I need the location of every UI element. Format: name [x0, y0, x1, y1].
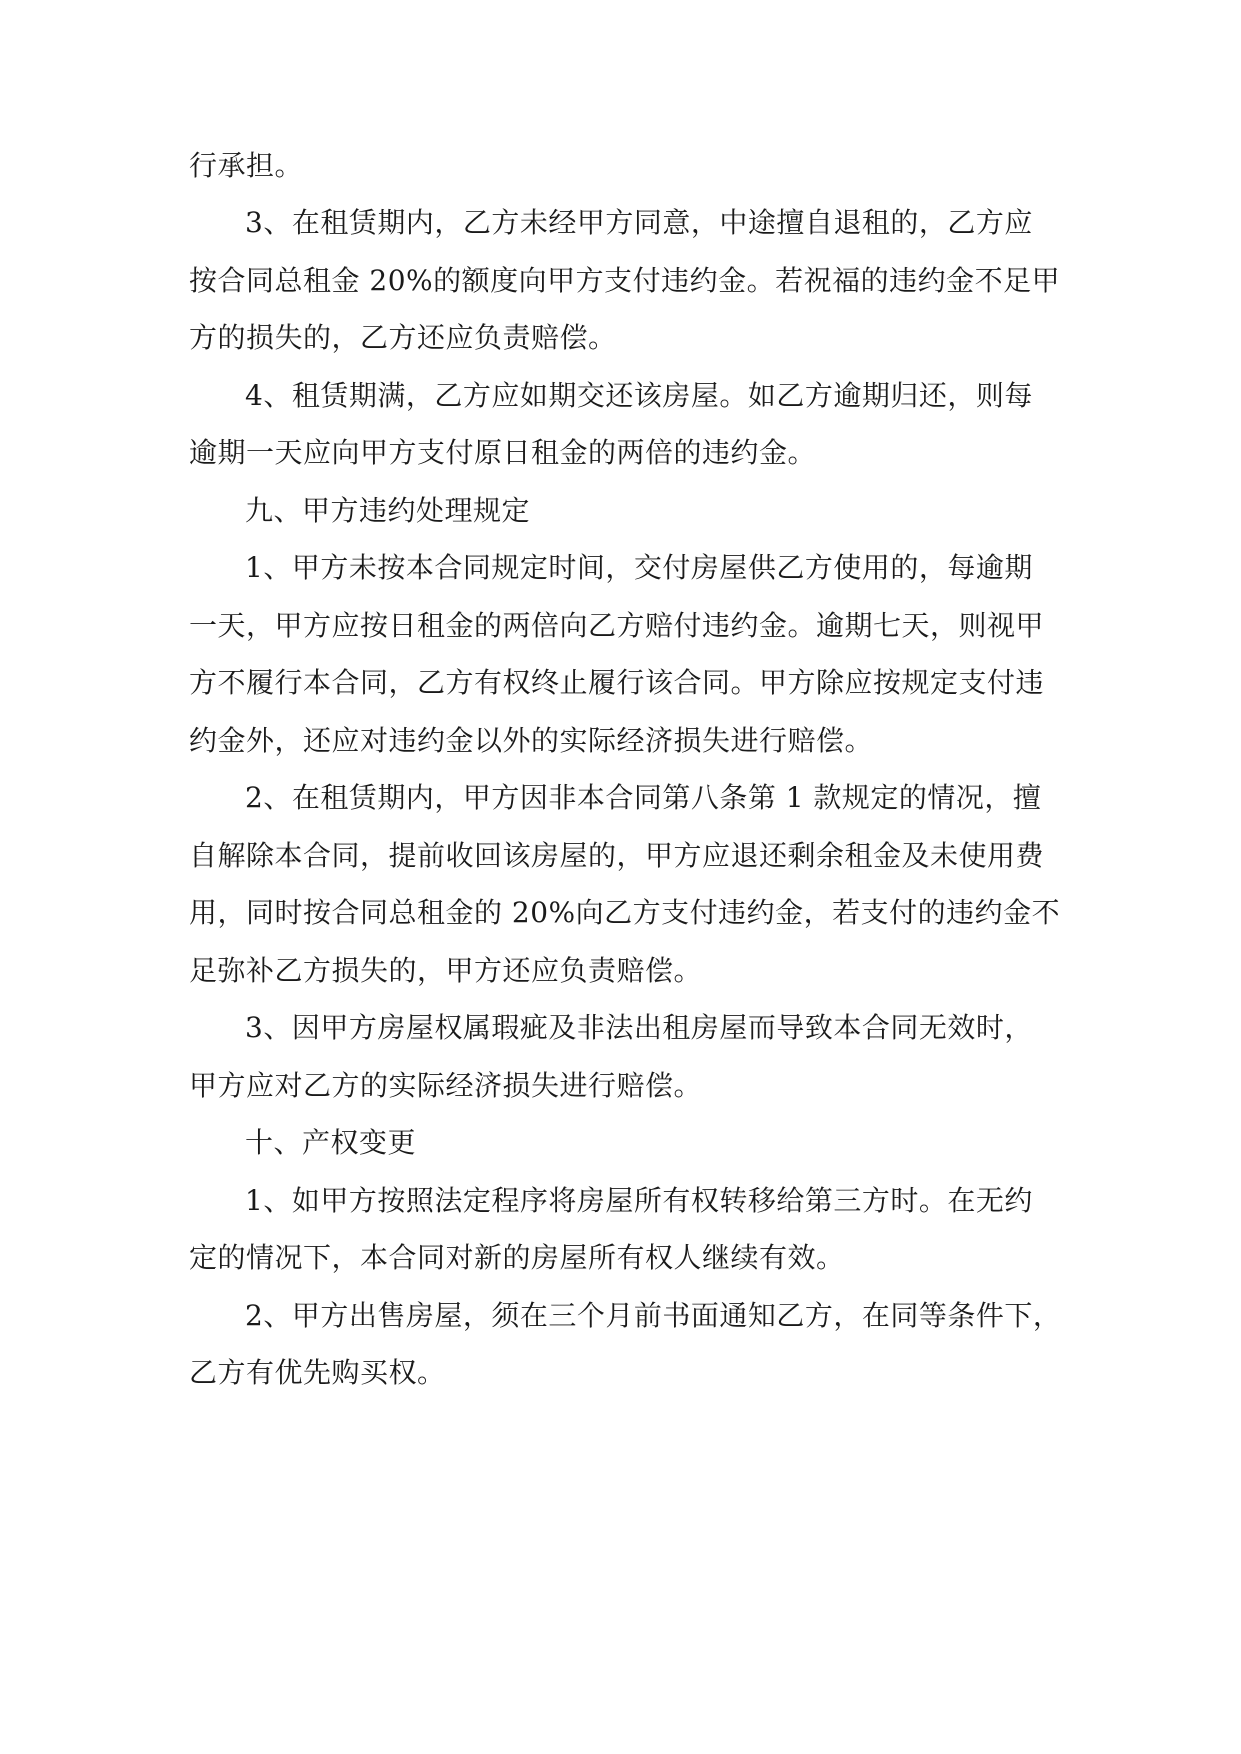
text-line: 自解除本合同，提前收回该房屋的，甲方应退还剩余租金及未使用费	[189, 839, 1045, 872]
text-line: 3、因甲方房屋权属瑕疵及非法出租房屋而导致本合同无效时，	[245, 1011, 1033, 1044]
text-line: 2、在租赁期内，甲方因非本合同第八条第 1 款规定的情况，擅	[245, 781, 1042, 814]
text-line: 约金外，还应对违约金以外的实际经济损失进行赔偿。	[189, 724, 874, 757]
text-line: 乙方有优先购买权。	[189, 1356, 446, 1389]
text-line: 甲方应对乙方的实际经济损失进行赔偿。	[189, 1069, 703, 1102]
text-line: 4、租赁期满，乙方应如期交还该房屋。如乙方逾期归还，则每	[245, 379, 1033, 412]
text-line: 逾期一天应向甲方支付原日租金的两倍的违约金。	[189, 436, 817, 469]
text-line: 用，同时按合同总租金的 20%向乙方支付违约金，若支付的违约金不	[189, 896, 1061, 929]
section-heading: 十、产权变更	[245, 1126, 417, 1159]
text-line: 按合同总租金 20%的额度向甲方支付违约金。若祝福的违约金不足甲	[189, 264, 1061, 297]
text-line: 1、甲方未按本合同规定时间，交付房屋供乙方使用的，每逾期	[245, 551, 1033, 584]
text-line: 3、在租赁期内，乙方未经甲方同意，中途擅自退租的，乙方应	[245, 206, 1033, 239]
text-line: 方不履行本合同，乙方有权终止履行该合同。甲方除应按规定支付违	[189, 666, 1045, 699]
text-line: 足弥补乙方损失的，甲方还应负责赔偿。	[189, 954, 703, 987]
section-heading: 九、甲方违约处理规定	[245, 494, 531, 527]
text-line: 一天，甲方应按日租金的两倍向乙方赔付违约金。逾期七天，则视甲	[189, 609, 1045, 642]
text-line: 2、甲方出售房屋，须在三个月前书面通知乙方，在同等条件下，	[245, 1299, 1062, 1332]
text-line: 1、如甲方按照法定程序将房屋所有权转移给第三方时。在无约	[245, 1184, 1033, 1217]
text-line: 定的情况下，本合同对新的房屋所有权人继续有效。	[189, 1241, 845, 1274]
text-line: 方的损失的，乙方还应负责赔偿。	[189, 321, 617, 354]
text-line: 行承担。	[189, 149, 304, 182]
